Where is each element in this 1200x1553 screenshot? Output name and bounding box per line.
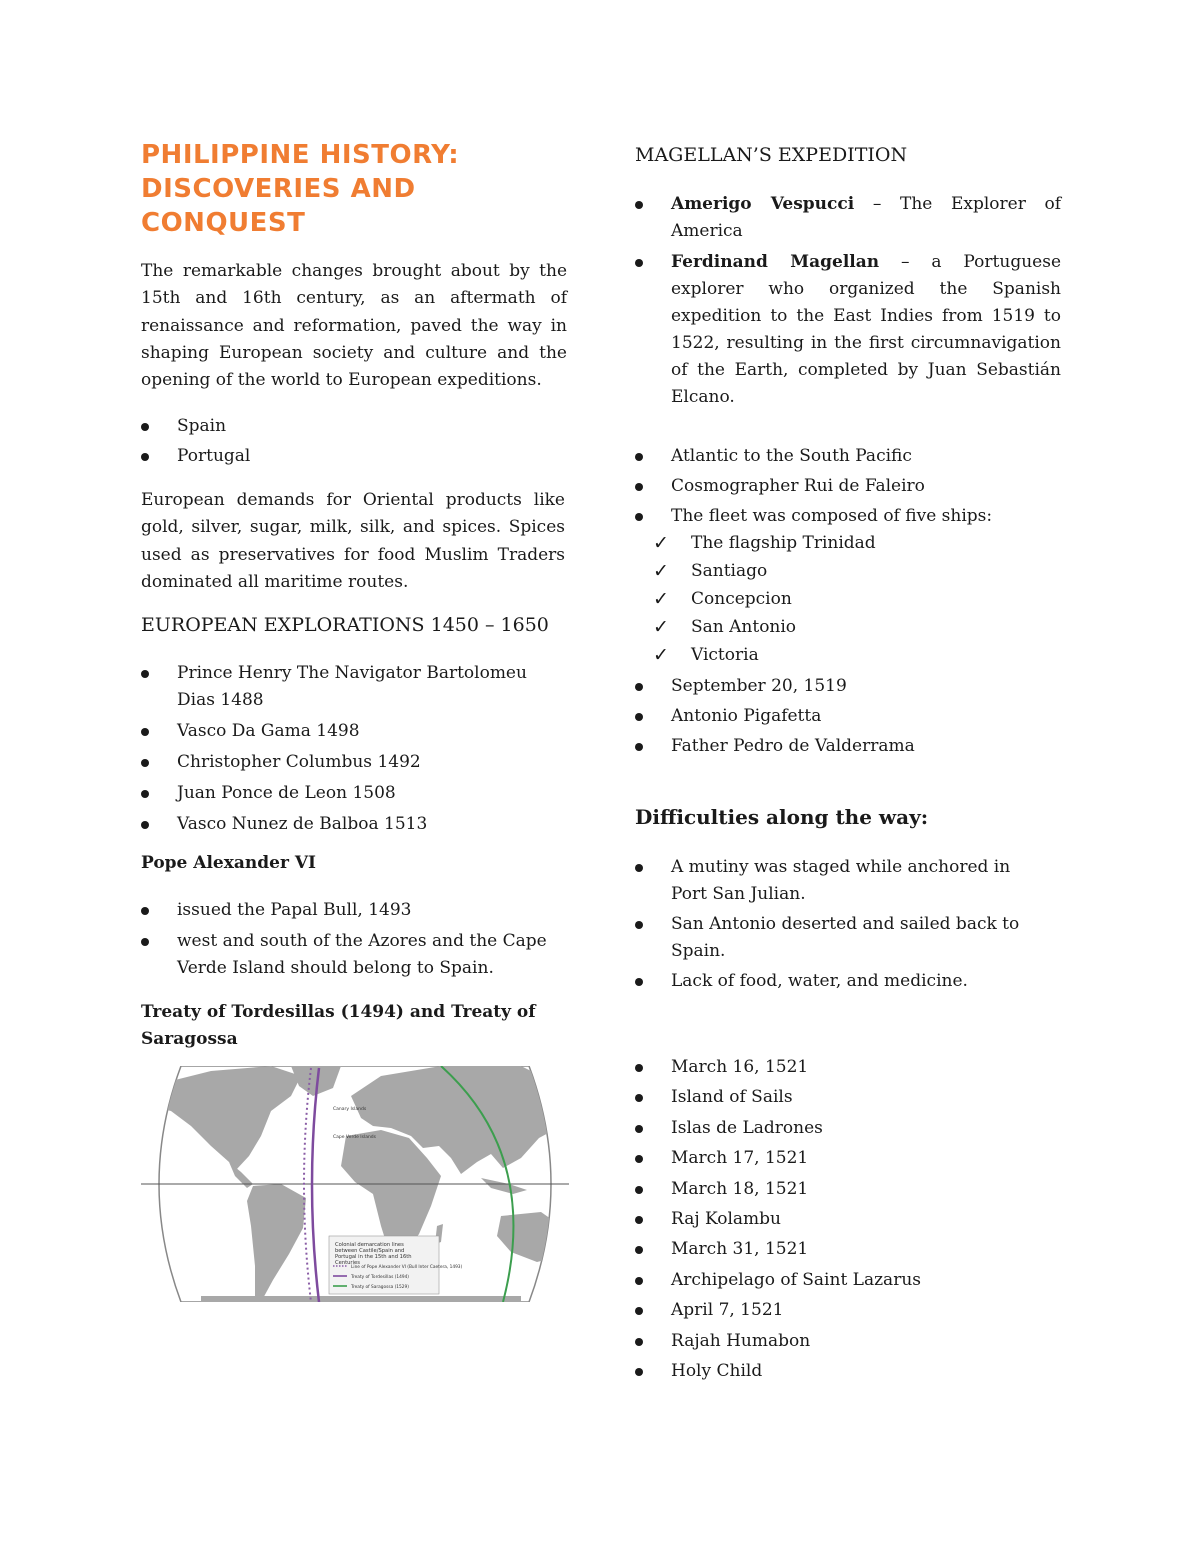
list-item [635, 968, 1035, 995]
bullet-icon [141, 938, 149, 946]
timeline-item [635, 1297, 1063, 1324]
bullet-icon [635, 921, 643, 929]
timeline-text: Island of Sails [671, 1087, 793, 1108]
ship-item [635, 530, 1063, 557]
explorations-list [141, 660, 561, 838]
list-item-text: Juan Ponce de Leon 1508 [177, 783, 396, 803]
timeline-item [635, 1267, 1063, 1294]
list-item [635, 733, 1063, 760]
bullet-icon [635, 1094, 643, 1102]
bullet-icon [635, 1277, 643, 1285]
timeline-text: March 31, 1521 [671, 1239, 809, 1260]
page-title [141, 138, 561, 240]
list-item-text: Lack of food, water, and medicine. [671, 971, 968, 991]
world-map-svg [141, 1066, 569, 1302]
timeline-text: Raj Kolambu [671, 1208, 782, 1229]
ship-name: Concepcion [691, 589, 792, 609]
bullet-icon [635, 713, 643, 721]
list-item [635, 443, 1063, 470]
ship-item [635, 642, 1063, 669]
bullet-icon [635, 978, 643, 986]
demands-paragraph: European demands for Oriental products like gold, silver, sugar, milk, silk, and spices. Spices used as preservatives for food Muslim Traders dominated all maritime routes. [141, 490, 565, 592]
bullet-icon [635, 201, 643, 209]
person-desc: – The Explorer of America [671, 194, 1061, 241]
bullet-icon [635, 1155, 643, 1163]
list-item [141, 660, 561, 714]
legend-item: Treaty of Tordesillas (1494) [351, 1275, 409, 1280]
bullet-icon [635, 453, 643, 461]
bullet-icon [141, 759, 149, 767]
list-item [141, 897, 569, 924]
checkmark-icon: ✓ [653, 588, 669, 610]
timeline-item [635, 1054, 1063, 1081]
bullet-icon [141, 821, 149, 829]
list-item [635, 249, 1061, 411]
list-item [141, 780, 561, 807]
timeline-text: March 17, 1521 [671, 1148, 809, 1169]
treaty-heading: Treaty of Tordesillas (1494) and Treaty of Saragossa [141, 1002, 536, 1049]
difficulties-heading: Difficulties along the way: [635, 805, 929, 829]
pope-list [141, 897, 569, 982]
timeline-item [635, 1176, 1063, 1203]
checkmark-icon: ✓ [653, 616, 669, 638]
ship-name: Victoria [691, 645, 759, 665]
ship-item [635, 614, 1063, 641]
explorations-heading: EUROPEAN EXPLORATIONS 1450 – 1650 [141, 614, 549, 636]
timeline-item [635, 1328, 1063, 1355]
bullet-icon [141, 453, 149, 461]
timeline-text: Rajah Humabon [671, 1330, 811, 1351]
list-item [635, 854, 1035, 908]
bullet-icon [635, 1338, 643, 1346]
list-item-text: The fleet was composed of five ships: [671, 506, 993, 526]
list-item-text: Portugal [177, 446, 251, 466]
countries-list [141, 413, 569, 470]
difficulties-list [635, 854, 1035, 995]
checkmark-icon: ✓ [653, 644, 669, 666]
list-item-text: Vasco Nunez de Balboa 1513 [177, 814, 428, 834]
bullet-icon [635, 743, 643, 751]
timeline-item [635, 1145, 1063, 1172]
bullet-icon [141, 907, 149, 915]
checkmark-icon: ✓ [653, 560, 669, 582]
person-name: Ferdinand Magellan [671, 252, 880, 272]
bullet-icon [635, 1307, 643, 1315]
list-item-text: September 20, 1519 [671, 676, 847, 696]
list-item-text: west and south of the Azores and the Cape Verde Island should belong to Spain. [177, 931, 547, 978]
legend-title-line: Portugal in the 15th and 16th [335, 1254, 412, 1260]
bullet-icon [635, 1216, 643, 1224]
demarcation-map [141, 1066, 569, 1302]
legend-item: Line of Pope Alexander VI (Bull Inter Caetera, 1493) [351, 1265, 463, 1270]
bullet-icon [141, 670, 149, 678]
title-line: DISCOVERIES AND [141, 174, 416, 204]
bullet-icon [635, 1246, 643, 1254]
list-item-text: Christopher Columbus 1492 [177, 752, 421, 772]
list-item [635, 473, 1063, 500]
ship-name: The flagship Trinidad [691, 533, 876, 553]
timeline-text: March 18, 1521 [671, 1178, 809, 1199]
person-desc: – a Portuguese explorer who organized the Spanish expedition to the East Indies from 1519 to 1522, resulting in the first circumnavigation of the Earth, completed by Juan Sebastián Elcano. [671, 252, 1062, 407]
ships-list [635, 530, 1063, 669]
list-item [141, 718, 561, 745]
intro-paragraph: The remarkable changes brought about by the 15th and 16th century, as an aftermath of renaissance and reformation, paved the way in shaping European society and culture and the opening of the world to European expeditions. [141, 261, 567, 391]
list-item-text: Cosmographer Rui de Faleiro [671, 476, 925, 496]
list-item [141, 749, 561, 776]
ship-item [635, 586, 1063, 613]
list-item-text: Prince Henry The Navigator Bartolomeu Dias 1488 [177, 663, 527, 710]
bullet-icon [635, 1064, 643, 1072]
timeline-list [635, 1054, 1063, 1388]
bullet-icon [635, 1186, 643, 1194]
checkmark-icon: ✓ [653, 532, 669, 554]
list-item-text: Vasco Da Gama 1498 [177, 721, 360, 741]
timeline-item [635, 1084, 1063, 1111]
list-item-text: Atlantic to the South Pacific [671, 446, 912, 466]
bullet-icon [141, 728, 149, 736]
legend-title-line: Colonial demarcation lines [335, 1242, 404, 1248]
magellan-heading: MAGELLAN’S EXPEDITION [635, 144, 908, 166]
legend-title-line: Centuries [335, 1260, 360, 1266]
list-item [635, 911, 1035, 965]
ship-name: San Antonio [691, 617, 797, 637]
list-item-text: issued the Papal Bull, 1493 [177, 900, 412, 920]
people-list [635, 191, 1061, 411]
bullet-icon [141, 423, 149, 431]
bullet-icon [635, 1125, 643, 1133]
bullet-icon [635, 483, 643, 491]
list-item-text: Spain [177, 416, 227, 436]
person-name: Amerigo Vespucci [671, 194, 855, 214]
title-line: CONQUEST [141, 208, 306, 238]
legend-title-line: between Castile/Spain and [335, 1248, 405, 1254]
list-item [635, 191, 1061, 245]
legend-item: Treaty of Saragossa (1529) [351, 1285, 409, 1290]
pope-heading: Pope Alexander VI [141, 853, 316, 873]
list-item-text: San Antonio deserted and sailed back to Spain. [671, 914, 1020, 961]
list-item [635, 503, 1063, 530]
list-item [635, 703, 1063, 730]
ship-name: Santiago [691, 561, 768, 581]
list-item [141, 443, 569, 470]
bullet-icon [141, 790, 149, 798]
bullet-icon [635, 513, 643, 521]
timeline-text: April 7, 1521 [671, 1300, 784, 1321]
bullet-icon [635, 683, 643, 691]
antarctica [201, 1296, 521, 1302]
timeline-text: Islas de Ladrones [671, 1117, 823, 1138]
title-line: PHILIPPINE HISTORY: [141, 140, 460, 170]
facts-list [635, 443, 1063, 530]
list-item [635, 673, 1063, 700]
map-label: Canary Islands [333, 1107, 367, 1112]
ship-item [635, 558, 1063, 585]
bullet-icon [635, 259, 643, 267]
timeline-item [635, 1236, 1063, 1263]
list-item-text: Father Pedro de Valderrama [671, 736, 915, 756]
list-item [141, 811, 561, 838]
list-item-text: Antonio Pigafetta [671, 706, 822, 726]
bullet-icon [635, 1368, 643, 1376]
timeline-text: March 16, 1521 [671, 1057, 809, 1077]
facts2-list [635, 673, 1063, 760]
list-item-text: A mutiny was staged while anchored in Port San Julian. [671, 857, 1011, 904]
timeline-item [635, 1206, 1063, 1233]
timeline-item [635, 1115, 1063, 1142]
timeline-item [635, 1358, 1063, 1385]
timeline-text: Archipelago of Saint Lazarus [671, 1269, 921, 1290]
timeline-text: Holy Child [671, 1360, 763, 1381]
list-item [141, 928, 569, 982]
bullet-icon [635, 864, 643, 872]
list-item [141, 413, 569, 440]
map-label: Cape Verde Islands [333, 1135, 377, 1140]
